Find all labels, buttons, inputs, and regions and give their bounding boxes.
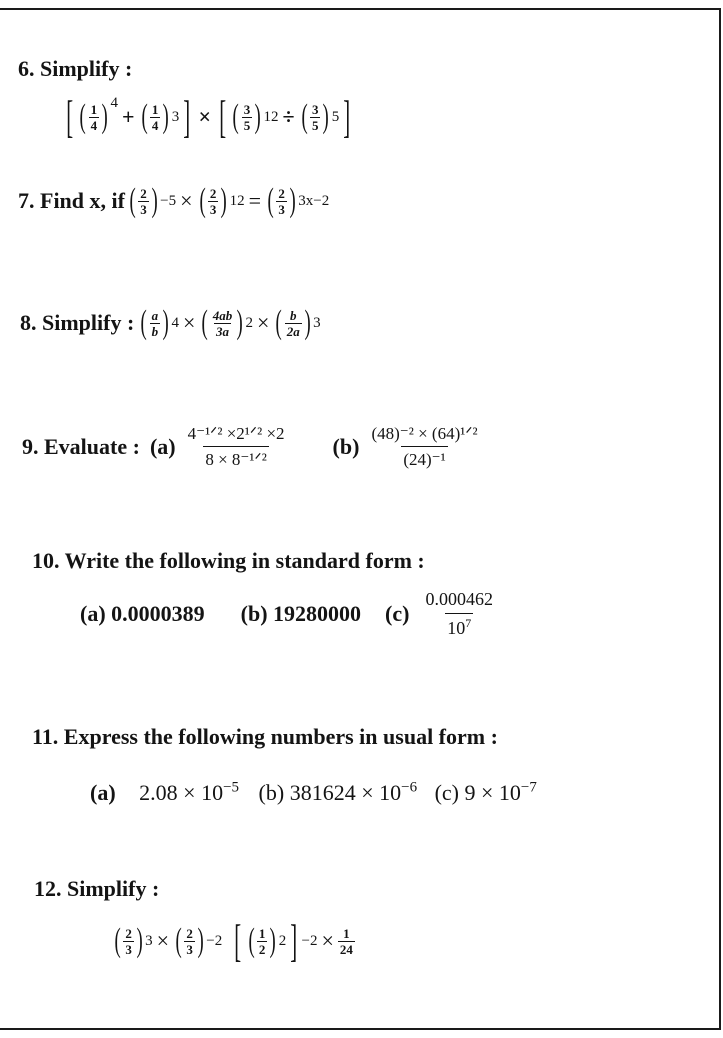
q11-b: (b) $381624 \times 10^{-6}$ (258, 779, 418, 805)
q9-part-a: (a) (149, 433, 176, 459)
q9-part-b: (b) (332, 433, 360, 459)
q9-b-denominator: (24)⁻¹ (401, 446, 447, 468)
q10-c-denominator: $10^7$ (445, 613, 473, 637)
q8-label: 8. Simplify : (20, 310, 135, 335)
q6-expression: [ ( $\frac{1}{4}$ ) 4 + ( $\frac{1}{4}$ ) 3 ] × [ ( $\frac{3}{5}$ ) 12 ÷ ( $\frac{3}{5}$ ) 5 ] (66, 91, 351, 142)
q8-row: 8. Simplify : ( $\frac{a}{b}$ ) 4 × ( $\frac{4ab}{3a}$ ) 2 × ( $\frac{b}{2a}$ ) 3 (20, 304, 321, 341)
q11-c: (c) $9 \times 10^{-7}$ (434, 779, 537, 805)
q9-label: 9. Evaluate : (22, 433, 140, 459)
q10-parts (80, 590, 495, 637)
q7-label: 7. Find x, if (18, 188, 125, 213)
q11-a: $2.08 \times 10^{-5}$ (139, 779, 240, 805)
q9-a-numerator: 4⁻¹ᐟ² ×2¹ᐟ² ×2 (187, 424, 285, 443)
q11-parts (90, 780, 537, 806)
q10-a: (a) 0.0000389 (80, 600, 205, 626)
q12-label: 12. Simplify : (34, 876, 160, 901)
q10-label: 10. Write the following in standard form : (32, 548, 425, 573)
q10-c-numerator: 0.000462 (425, 589, 493, 609)
q9-row (22, 425, 480, 468)
q9-a-denominator: 8 × 8⁻¹ᐟ² (203, 446, 268, 468)
q7-row: 7. Find x, if ( $\frac{2}{3}$ ) −5 × ( $\frac{2}{3}$ ) 12 = ( $\frac{2}{3}$ ) 3x−2 (18, 182, 330, 219)
q6-label: 6. Simplify : (18, 56, 133, 81)
q9-b-numerator: (48)⁻² × (64)¹ᐟ² (371, 424, 478, 443)
q10-c: (c) (385, 600, 410, 626)
q12-expression: ( $\frac{2}{3}$ ) 3 × ( $\frac{2}{3}$ ) −2 [ ( $\frac{1}{2}$ ) 2 ] −2 × $\frac{1}{24}$ (114, 915, 353, 966)
q11-a-label: (a) (90, 780, 116, 805)
q11-label: 11. Express the following numbers in usual form : (32, 724, 498, 749)
q10-b: (b) 19280000 (240, 600, 362, 626)
